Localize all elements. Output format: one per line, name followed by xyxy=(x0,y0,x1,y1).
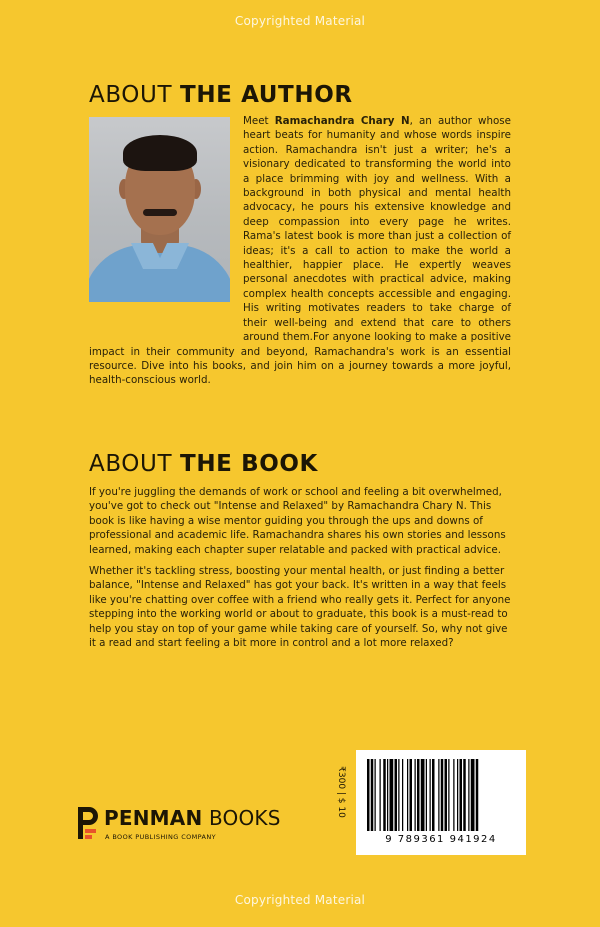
barcode-bar xyxy=(387,759,388,831)
barcode-bar xyxy=(457,759,458,831)
barcode-bar xyxy=(471,759,475,831)
barcode-bar xyxy=(375,759,376,831)
heading-light-text: ABOUT xyxy=(89,451,173,477)
barcode-bar xyxy=(468,759,469,831)
barcode-bar xyxy=(445,759,448,831)
about-book-heading xyxy=(89,451,318,477)
barcode-bar xyxy=(476,759,479,831)
publisher-tagline: A BOOK PUBLISHING COMPANY xyxy=(105,833,217,841)
isbn-barcode xyxy=(356,750,526,855)
barcode-bar xyxy=(398,759,399,831)
barcode-bar xyxy=(407,759,408,831)
barcode-bar xyxy=(415,759,416,831)
book-paragraph-1: If you're juggling the demands of work or school and feeling a bit overwhelmed, you've got to check out "Intense and Relaxed" by Ramachandra Chary N. This book is like having a wise mentor guiding you through the ups and downs of professional and academic life. Ramachandra shares his own stories and lessons learned, making each chapter super relatable and packed with practical advice. xyxy=(89,486,506,556)
copyright-watermark-top: Copyrighted Material xyxy=(234,14,366,28)
barcode-bar xyxy=(380,759,381,831)
barcode-graphic xyxy=(365,759,517,831)
publisher-logo xyxy=(78,805,304,851)
price-label xyxy=(334,753,348,831)
author-bio xyxy=(89,114,511,388)
heading-light-text: ABOUT xyxy=(89,82,173,108)
barcode-bar xyxy=(390,759,394,831)
barcode-bar xyxy=(417,759,420,831)
book-paragraph-2: Whether it's tackling stress, boosting your mental health, or just finding a better balance, "Intense and Relaxed" has got your back. It's written in a way that feels like you're chatting over coffee with a friend who really gets it. Perfect for anyone stepping into the working world or about to graduate, this book is a must-read to help you stay on top of your game while taking care of yourself. So, why not give it a read and start feeling a bit more in control and a lot more relaxed? xyxy=(89,565,511,650)
barcode-bar xyxy=(448,759,449,831)
isbn-number: 9 789361 941924 xyxy=(385,834,497,845)
bio-intro: Meet xyxy=(243,115,275,127)
pen-logo-icon xyxy=(78,807,98,839)
barcode-bar xyxy=(432,759,435,831)
barcode-bar xyxy=(438,759,439,831)
barcode-bar xyxy=(460,759,463,831)
copyright-watermark-bottom: Copyrighted Material xyxy=(234,893,366,907)
barcode-bar xyxy=(463,759,466,831)
barcode-bar xyxy=(430,759,431,831)
barcode-bar xyxy=(395,759,398,831)
barcode-bar xyxy=(367,759,370,831)
book-description xyxy=(89,485,517,657)
heading-bold-text: THE AUTHOR xyxy=(180,82,353,108)
barcode-bar xyxy=(410,759,413,831)
heading-bold-text: THE BOOK xyxy=(180,451,318,477)
barcode-bar xyxy=(426,759,427,831)
barcode-bar xyxy=(421,759,425,831)
barcode-bar xyxy=(402,759,403,831)
barcode-bar xyxy=(441,759,444,831)
about-author-heading xyxy=(89,82,353,108)
bio-text: , an author whose heart beats for humanity and whose words inspire action. Ramachandra isn't just a writer; he's a visionary dedicated to transforming the world into a place brimming with joy and wellness. With a background in both physical and mental health advocacy, he pours his extensive knowledge and deep compassion into every page he writes. Rama's latest book is more than just a collection of ideas; it's a call to action to make the world a healthier, happier place. He expertly weaves personal anecdotes with practical advice, making complex health concepts accessible and engaging. His writing motivates readers to take charge of their well-being and extend that care to others around them.For anyone looking to make a positive impact in their community and beyond, Ramachandra's work is an essential resource. Dive into his books, and join him on a journey towards a more joyful, health-conscious world. xyxy=(89,115,512,387)
barcode-bar xyxy=(383,759,386,831)
publisher-name: PENMAN BOOKS xyxy=(104,806,281,830)
price-text: ₹300 | $ 10 xyxy=(336,766,346,818)
barcode-bar xyxy=(453,759,454,831)
author-name: Ramachandra Chary N xyxy=(274,115,410,127)
barcode-bar xyxy=(371,759,374,831)
